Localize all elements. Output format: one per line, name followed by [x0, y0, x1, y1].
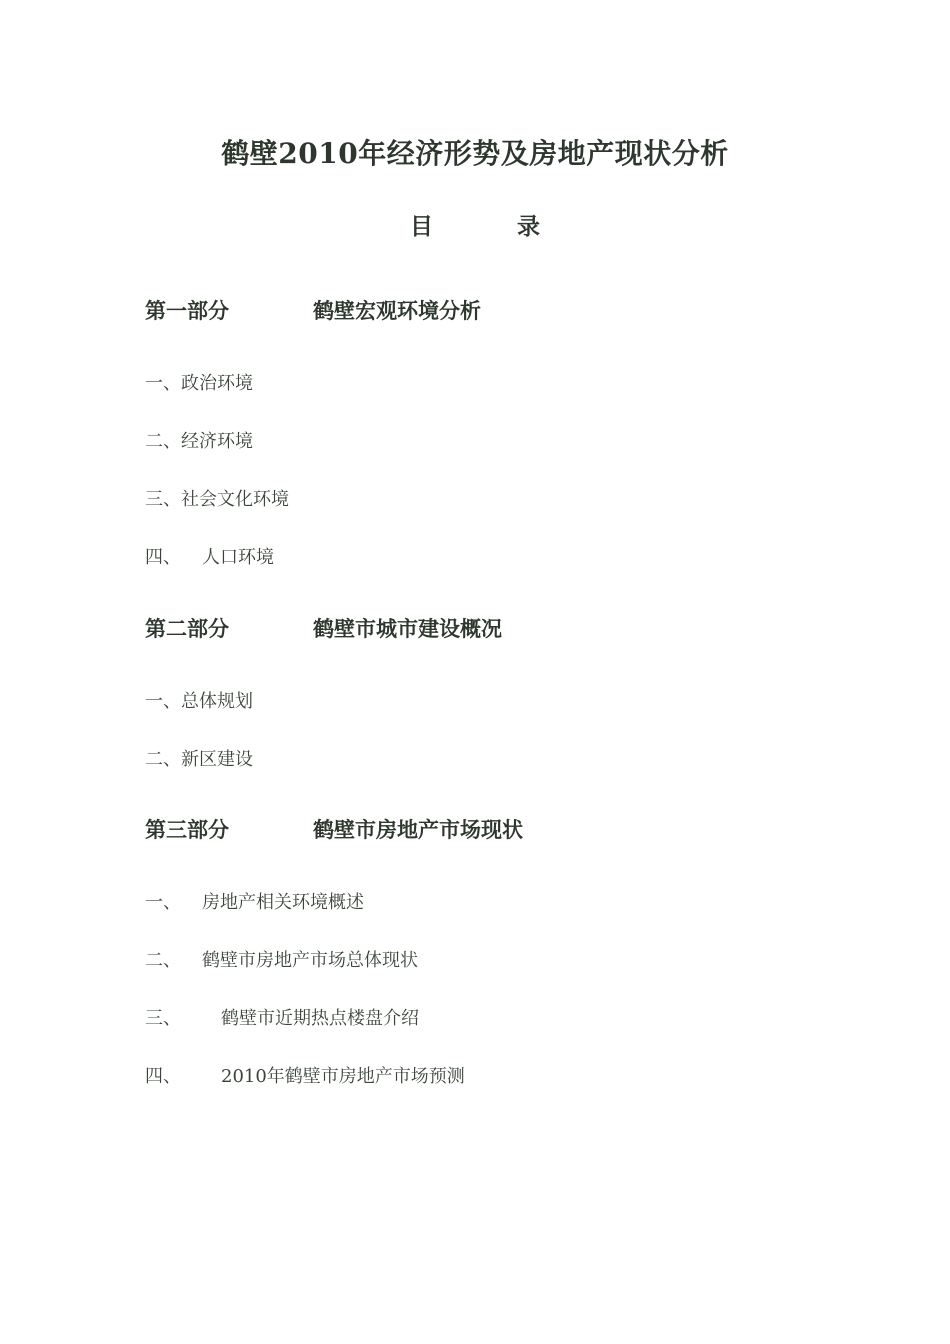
item-text: 鹤壁市房地产市场总体现状 [202, 950, 418, 971]
toc-heading-right: 录 [517, 213, 540, 240]
toc-item [145, 427, 253, 453]
item-number: 二、 [145, 950, 181, 971]
item-text: 总体规划 [181, 691, 253, 712]
toc-item [145, 1004, 419, 1030]
item-number: 三、 [145, 1008, 181, 1029]
toc-item [145, 369, 253, 395]
item-number: 四、 [145, 1066, 181, 1087]
toc-part-3 [145, 814, 523, 844]
toc-part-1 [145, 295, 481, 325]
part-number: 第三部分 [145, 817, 229, 842]
item-number: 二、 [145, 431, 181, 452]
toc-item [145, 543, 274, 569]
toc-item [145, 485, 289, 511]
toc-part-2 [145, 613, 502, 643]
part-title: 鹤壁市城市建设概况 [313, 616, 502, 641]
document-title: 鹤壁2010年经济形势及房地产现状分析 [221, 137, 729, 170]
toc-item [145, 888, 364, 914]
item-text: 新区建设 [181, 749, 253, 770]
item-number: 四、 [145, 547, 181, 568]
toc-item [145, 745, 253, 771]
item-text: 房地产相关环境概述 [202, 892, 364, 913]
toc-heading [0, 208, 950, 241]
part-number: 第一部分 [145, 298, 229, 323]
toc-item [145, 1062, 465, 1088]
item-text: 2010年鹤壁市房地产市场预测 [221, 1066, 465, 1087]
toc-heading-left: 目 [410, 213, 433, 240]
item-text: 人口环境 [202, 547, 274, 568]
item-number: 一、 [145, 691, 181, 712]
item-number: 一、 [145, 373, 181, 394]
toc-item [145, 687, 253, 713]
item-number: 一、 [145, 892, 181, 913]
part-title: 鹤壁市房地产市场现状 [313, 817, 523, 842]
part-number: 第二部分 [145, 616, 229, 641]
part-title: 鹤壁宏观环境分析 [313, 298, 481, 323]
item-text: 经济环境 [181, 431, 253, 452]
item-number: 三、 [145, 489, 181, 510]
item-text: 社会文化环境 [181, 489, 289, 510]
toc-item [145, 946, 418, 972]
item-text: 政治环境 [181, 373, 253, 394]
item-number: 二、 [145, 749, 181, 770]
item-text: 鹤壁市近期热点楼盘介绍 [221, 1008, 419, 1029]
